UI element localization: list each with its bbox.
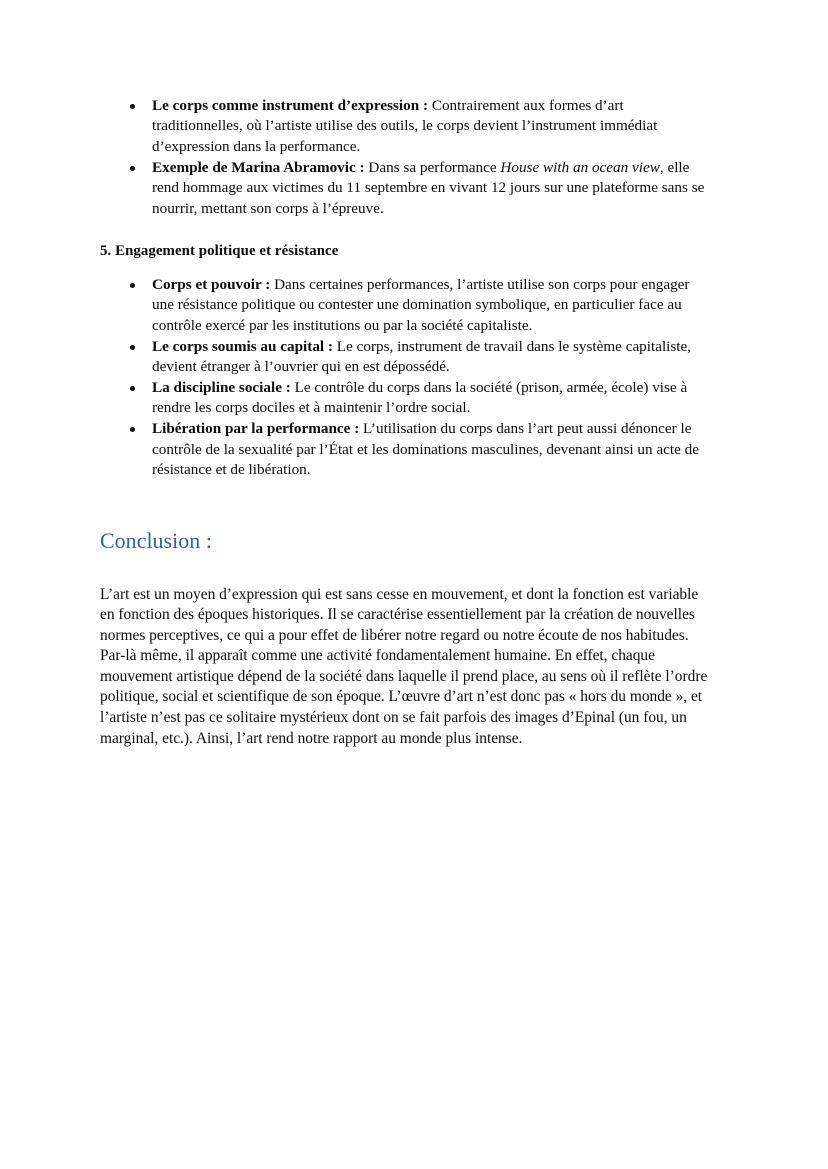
list-item-body-before: Dans sa performance xyxy=(364,158,501,176)
list-item-lead: La discipline sociale : xyxy=(152,378,291,396)
list-item-lead: Libération par la performance : xyxy=(152,420,360,438)
list-item-lead: Corps et pouvoir : xyxy=(152,275,271,293)
list-item xyxy=(100,96,712,157)
bullet-list-section xyxy=(100,275,712,481)
list-item xyxy=(100,419,712,480)
conclusion-paragraph: L’art est un moyen d’expression qui est sans cesse en mouvement, et dont la fonction est variable en fonction des époques historiques. Il se caractérise essentiellement par la création de nouvelles normes perceptives, ce qui a pour effet de libérer notre regard ou notre écoute de nos habitudes. Par-là même, il apparaît comme une activité fondamentalement humaine. En effet, chaque mouvement artistique dépend de la société dans laquelle il prend place, au sens où il reflète l’ordre politique, social et scientifique de son époque. L’œuvre d’art n’est donc pas « hors du monde », et l’artiste n’est pas ce solitaire mystérieux dont on se fait parfois des images d’Epinal (un fou, un marginal, etc.). Ainsi, l’art rend notre rapport au monde plus intense. xyxy=(100,585,708,747)
list-item-body: Le corps, instrument de travail dans le système capitaliste, devient étranger à l’ouvrier qui en est dépossédé. xyxy=(152,337,692,376)
list-item-lead: Exemple de Marina Abramovic : xyxy=(152,158,365,176)
work-title-italic: House with an ocean view xyxy=(500,158,660,176)
list-item-lead: Le corps soumis au capital : xyxy=(152,337,333,355)
list-item-body: Le contrôle du corps dans la société (prison, armée, école) vise à rendre les corps dociles et à maintenir l’ordre social. xyxy=(152,378,688,417)
list-item xyxy=(100,337,712,378)
list-item xyxy=(100,378,712,419)
list-item xyxy=(100,275,712,336)
conclusion-heading: Conclusion : xyxy=(100,527,212,553)
section-heading: 5. Engagement politique et résistance xyxy=(100,242,339,259)
list-item-body: L’utilisation du corps dans l’art peut aussi dénoncer le contrôle de la sexualité par l’État et les dominations masculines, devenant ainsi un acte de résistance et de libération. xyxy=(152,420,699,479)
list-item-body: Dans certaines performances, l’artiste utilise son corps pour engager une résistance politique ou contester une domination symbolique, en particulier face au contrôle exercé par les institutions ou par la société capitaliste. xyxy=(152,275,690,334)
list-item xyxy=(100,158,712,219)
document-content xyxy=(100,96,712,749)
list-item-body: Contrairement aux formes d’art traditionnelles, où l’artiste utilise des outils, le corps devient l’instrument immédiat d’expression dans la performance. xyxy=(152,97,658,155)
bullet-list-top xyxy=(100,96,712,219)
list-item-body-after: , elle rend hommage aux victimes du 11 septembre en vivant 12 jours sur une plateforme sans se nourrir, mettant son corps à l’épreuve. xyxy=(152,158,705,217)
list-item-lead: Le corps comme instrument d’expression : xyxy=(152,97,429,114)
